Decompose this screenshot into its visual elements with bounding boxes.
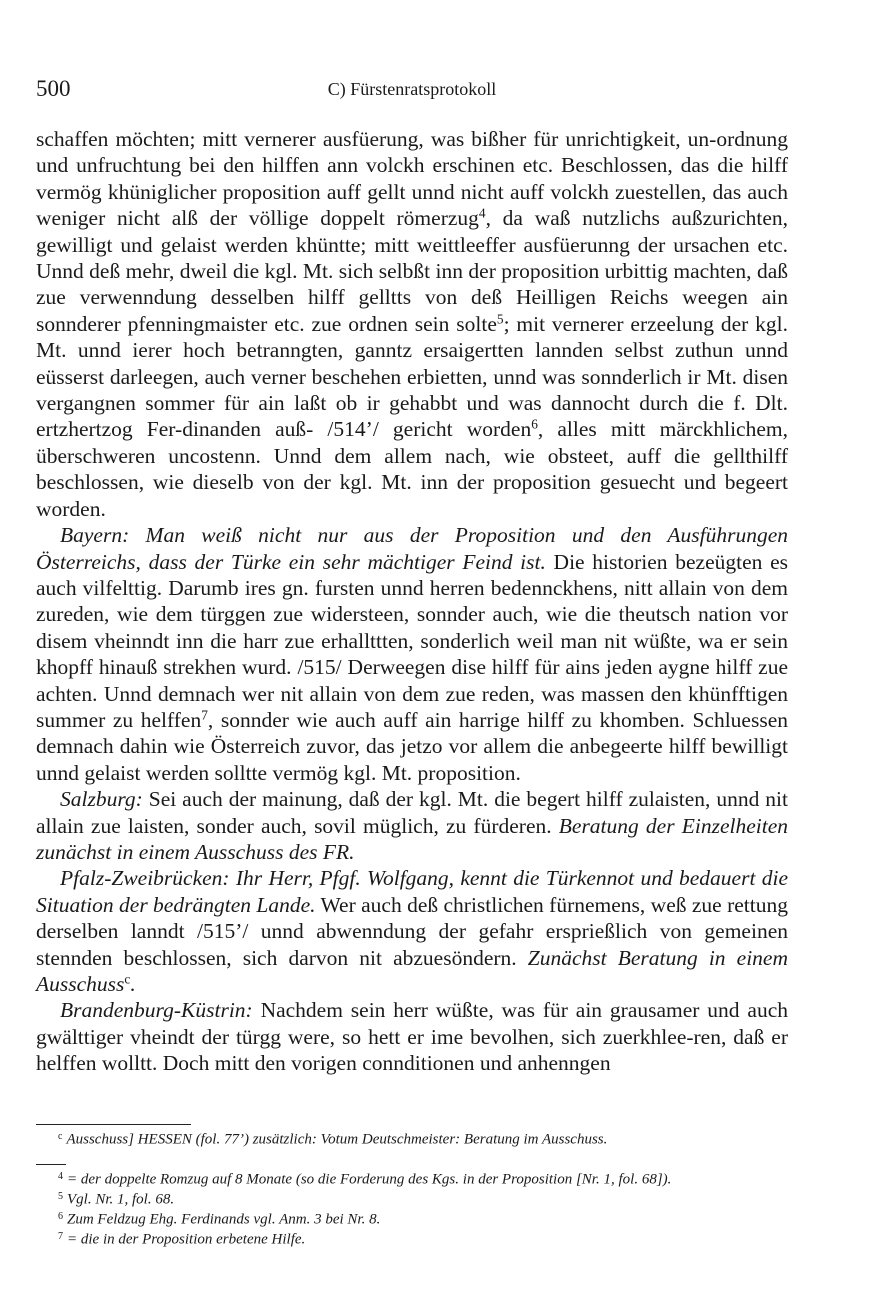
- source-text: , sonnder wie auch auff ain harrige hilff zu khomben. Schluessen demnach dahin wie Österreich zuvor, das jetzo vor allem die anbegeerte hilff bewilligt unnd gelaist werden solltte vermög kgl. Mt. proposition.: [36, 707, 788, 785]
- note-reference: 4: [478, 205, 486, 221]
- footnote: [58, 1191, 798, 1209]
- footnote-mark: 7: [58, 1231, 63, 1242]
- source-text: Nachdem sein herr wüßte, was für ain grausamer und auch gwälttiger vheindt der türgg were, so hett er ime bevolhen, sich zuerkhlee-ren, daß er helffen wolltt. Doch mitt den vorigen connditionen und anhenngen: [36, 998, 788, 1076]
- editorial-summary: Pfalz-Zweibrücken: Ihr Herr, Pfgf. Wolfgang, kennt die Türkennot und bedauert die Situation der bedrängten Lande.: [36, 866, 788, 917]
- critical-note-text: Ausschuss] HESSEN (fol. 77’) zusätzlich: Votum Deutschmeister: Beratung im Ausschuss.: [66, 1131, 608, 1148]
- source-text: Wer auch deß christlichen fürnemens, weß zue rettung derselben lanndt /515’/ unnd abwenndung der gefahr ersprießlich von gemeinen stennden beschlossen, sich darvon nit abzuesöndern.: [36, 892, 788, 970]
- footnote-text: = der doppelte Romzug auf 8 Monate (so die Forderung des Kgs. in der Proposition [Nr. 1, fol. 68]).: [67, 1171, 672, 1188]
- page-number: 500: [36, 76, 71, 101]
- footnote-mark: 6: [58, 1211, 63, 1222]
- source-text: Die historien bezeügten es auch vilfelttig. Darumb ires gn. fursten unnd herren bedennckhens, nitt allain von dem zureden, wie dem türggen zue widersteen, sonnder auch, wie die theutsch nation vor disem vheinndt inn die harr zue erhallttten, sonderlich weil man nit wüßte, wa er sein khopff hinauß strekhen wurd. /515/ Derweegen dise hilff für ains jeden aygne hilff zue achten. Unnd demnach wer nit allain von dem zue reden, was massen den khünfftigen summer zu helffen: [36, 549, 788, 732]
- footnote-text: Vgl. Nr. 1, fol. 68.: [67, 1191, 175, 1208]
- running-head: C) Fürstenratsprotokoll: [327, 79, 497, 99]
- critical-note-mark: c: [58, 1131, 63, 1142]
- footnote-text: Zum Feldzug Ehg. Ferdinands vgl. Anm. 3 bei Nr. 8.: [67, 1211, 381, 1228]
- critical-apparatus-rule: [36, 1124, 191, 1125]
- footnote: [58, 1171, 798, 1189]
- footnote-mark: 4: [58, 1171, 63, 1182]
- source-text: , da waß nutzlichs außzurichten, gewilligt und gelaist werden khüntte; mitt weittleeffer ausfüerunng der ursachen etc. Unnd deß mehr, dweil die kgl. Mt. sich selbßt inn der proposition urbittig machten, daß zue verwenndung desselben hilff gelltts von deß Heilligen Reichs weegen ain sonnderer pfenningmaister etc. zue ordnen sein solte: [36, 206, 788, 336]
- paragraph-p5: [36, 997, 788, 1076]
- paragraph-p1: [36, 126, 788, 522]
- footnote: [58, 1231, 798, 1249]
- footnote: [58, 1211, 798, 1229]
- paragraph-p4: [36, 865, 788, 997]
- source-text: schaffen möchten; mitt vernerer ausfüerung, was bißher für unrichtigkeit, un-ordnung und unfruchtung bei den hilffen ann volckh erschinen etc. Beschlossen, das die hilff vermög khüniglicher proposition auff gellt unnd nicht auff volckh zuestellen, das auch weniger nicht alß der völlige doppelt römerzug: [36, 127, 788, 231]
- footnote-mark: 5: [58, 1191, 63, 1202]
- source-text: Sei auch der mainung, daß der kgl. Mt. die begert hilff zulaisten, unnd nit allain zue laisten, sonder auch, sovil müglich, zu fürderen.: [36, 787, 788, 838]
- note-reference: 6: [531, 417, 538, 433]
- editorial-summary: .: [130, 972, 136, 996]
- paragraph-p3: [36, 786, 788, 865]
- paragraph-p2: [36, 522, 788, 786]
- footnote-rule: [36, 1164, 66, 1165]
- main-text: [36, 126, 788, 1077]
- editorial-summary: Salzburg:: [60, 787, 143, 812]
- editorial-summary: Bayern: Man weiß nicht nur aus der Proposition und den Ausführungen Österreichs, dass der Türke ein sehr mächtiger Feind ist.: [36, 523, 788, 574]
- note-reference: 7: [201, 707, 208, 723]
- footnote-text: = die in der Proposition erbetene Hilfe.: [67, 1231, 306, 1248]
- note-reference: c: [124, 971, 131, 987]
- note-reference: 5: [496, 311, 504, 327]
- editorial-summary: Zunächst Beratung in einem Ausschuss: [36, 945, 789, 996]
- critical-note: [58, 1131, 798, 1149]
- editorial-summary: Beratung der Einzelheiten zunächst in einem Ausschuss des FR.: [36, 813, 788, 864]
- page-header: [36, 76, 788, 110]
- source-text: , alles mitt märckhlichem, überschweren uncostenn. Unnd dem allem nach, wie obsteet, auff die gellthilff beschlossen, wie dieselb von der kgl. Mt. inn der proposition gesuecht und begeert worden.: [36, 417, 788, 521]
- editorial-summary: Brandenburg-Küstrin:: [60, 998, 253, 1023]
- source-text: ; mit vernerer erzeelung der kgl. Mt. unnd ierer hoch betranngten, ganntz ersaigertten lannden selbst zuthun unnd eüsserst darleegen, auch verner beschehen erbietten, unnd was sonnderlich ir Mt. disen vergangnen sommer für ain laßt ob ir gehabbt und was dannocht durch die f. Dlt. ertzhertzog Fer-dinanden auß- /514’/ gericht worden: [36, 311, 788, 442]
